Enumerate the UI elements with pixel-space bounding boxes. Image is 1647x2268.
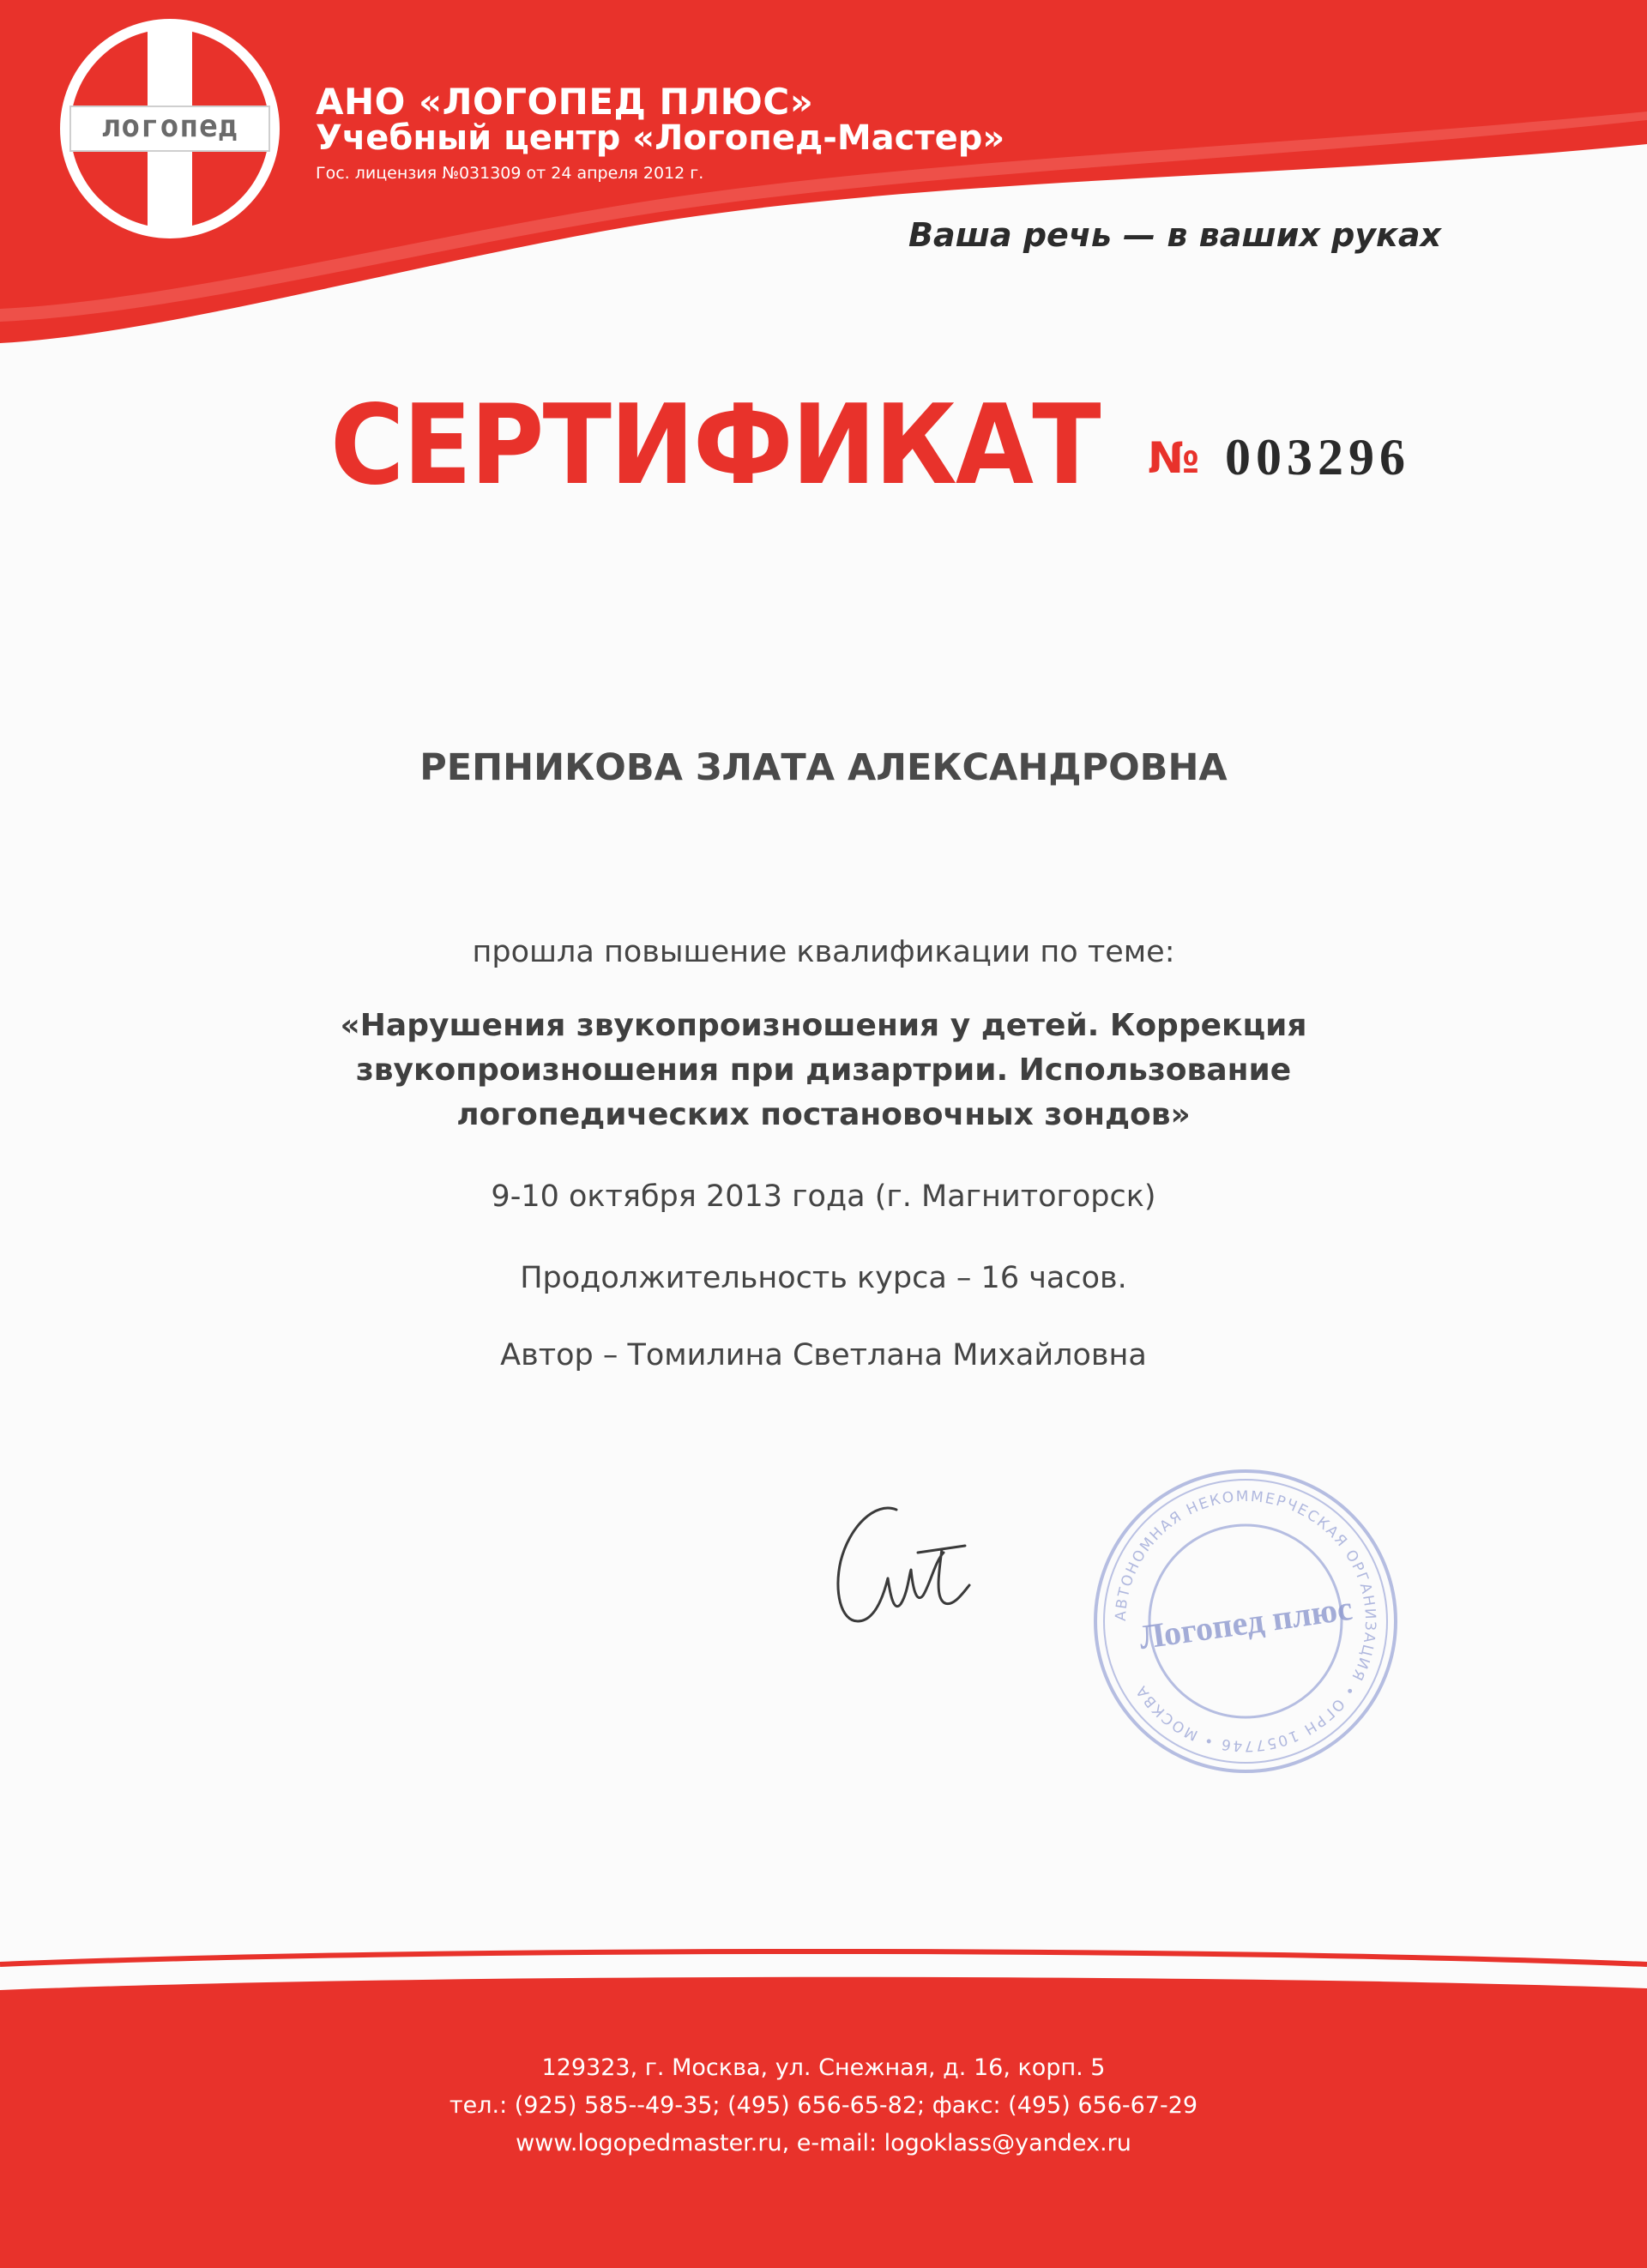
course-dates: 9-10 октября 2013 года (г. Магнитогорск) [491,1179,1156,1214]
footer-top-line [0,1951,1647,1964]
recipient-name: РЕПНИКОВА ЗЛАТА АЛЕКСАНДРОВНА [419,746,1228,789]
certificate-title: СЕРТИФИКАТ [330,382,1100,510]
signature [815,1493,1012,1638]
footer-phones: тел.: (925) 585--49-35; (495) 656-65-82; факс: (495) 656-67-29 [449,2092,1198,2119]
footer-band [0,1977,1647,2268]
qualification-intro: прошла повышение квалификации по теме: [472,935,1175,969]
footer-address: 129323, г. Москва, ул. Снежная, д. 16, корп. 5 [541,2054,1106,2081]
stamp-center-text: Логопед плюс [1137,1588,1355,1657]
organization-name: АНО «ЛОГОПЕД ПЛЮС» [316,81,814,123]
course-duration: Продолжительность курса – 16 часов. [520,1261,1127,1295]
course-topic [0,1004,1647,1137]
topic-line: звукопроизношения при дизартрии. Использование [355,1053,1292,1088]
footer-web: www.logopedmaster.ru, e-mail: logoklass@yandex.ru [516,2130,1131,2156]
stamp-ring-text: АВТОНОМНАЯ НЕКОММЕРЧЕСКАЯ ОРГАНИЗАЦИЯ • ОГРН 1057746 • МОСКВА [1112,1487,1379,1755]
official-stamp [1083,1458,1409,1784]
training-center-name: Учебный центр «Логопед-Мастер» [316,118,1005,158]
certificate-number-label: № [1148,433,1200,483]
slogan: Ваша речь — в ваших руках [908,216,1441,254]
topic-line: «Нарушения звукопроизношения у детей. Коррекция [340,1008,1307,1043]
logo-text: логопед [101,109,238,144]
license-line: Гос. лицензия №031309 от 24 апреля 2012 г. [316,164,704,183]
certificate-number: 003296 [1225,429,1410,486]
topic-line: логопедических постановочных зондов» [456,1097,1191,1132]
course-author: Автор – Томилина Светлана Михайловна [500,1338,1147,1372]
